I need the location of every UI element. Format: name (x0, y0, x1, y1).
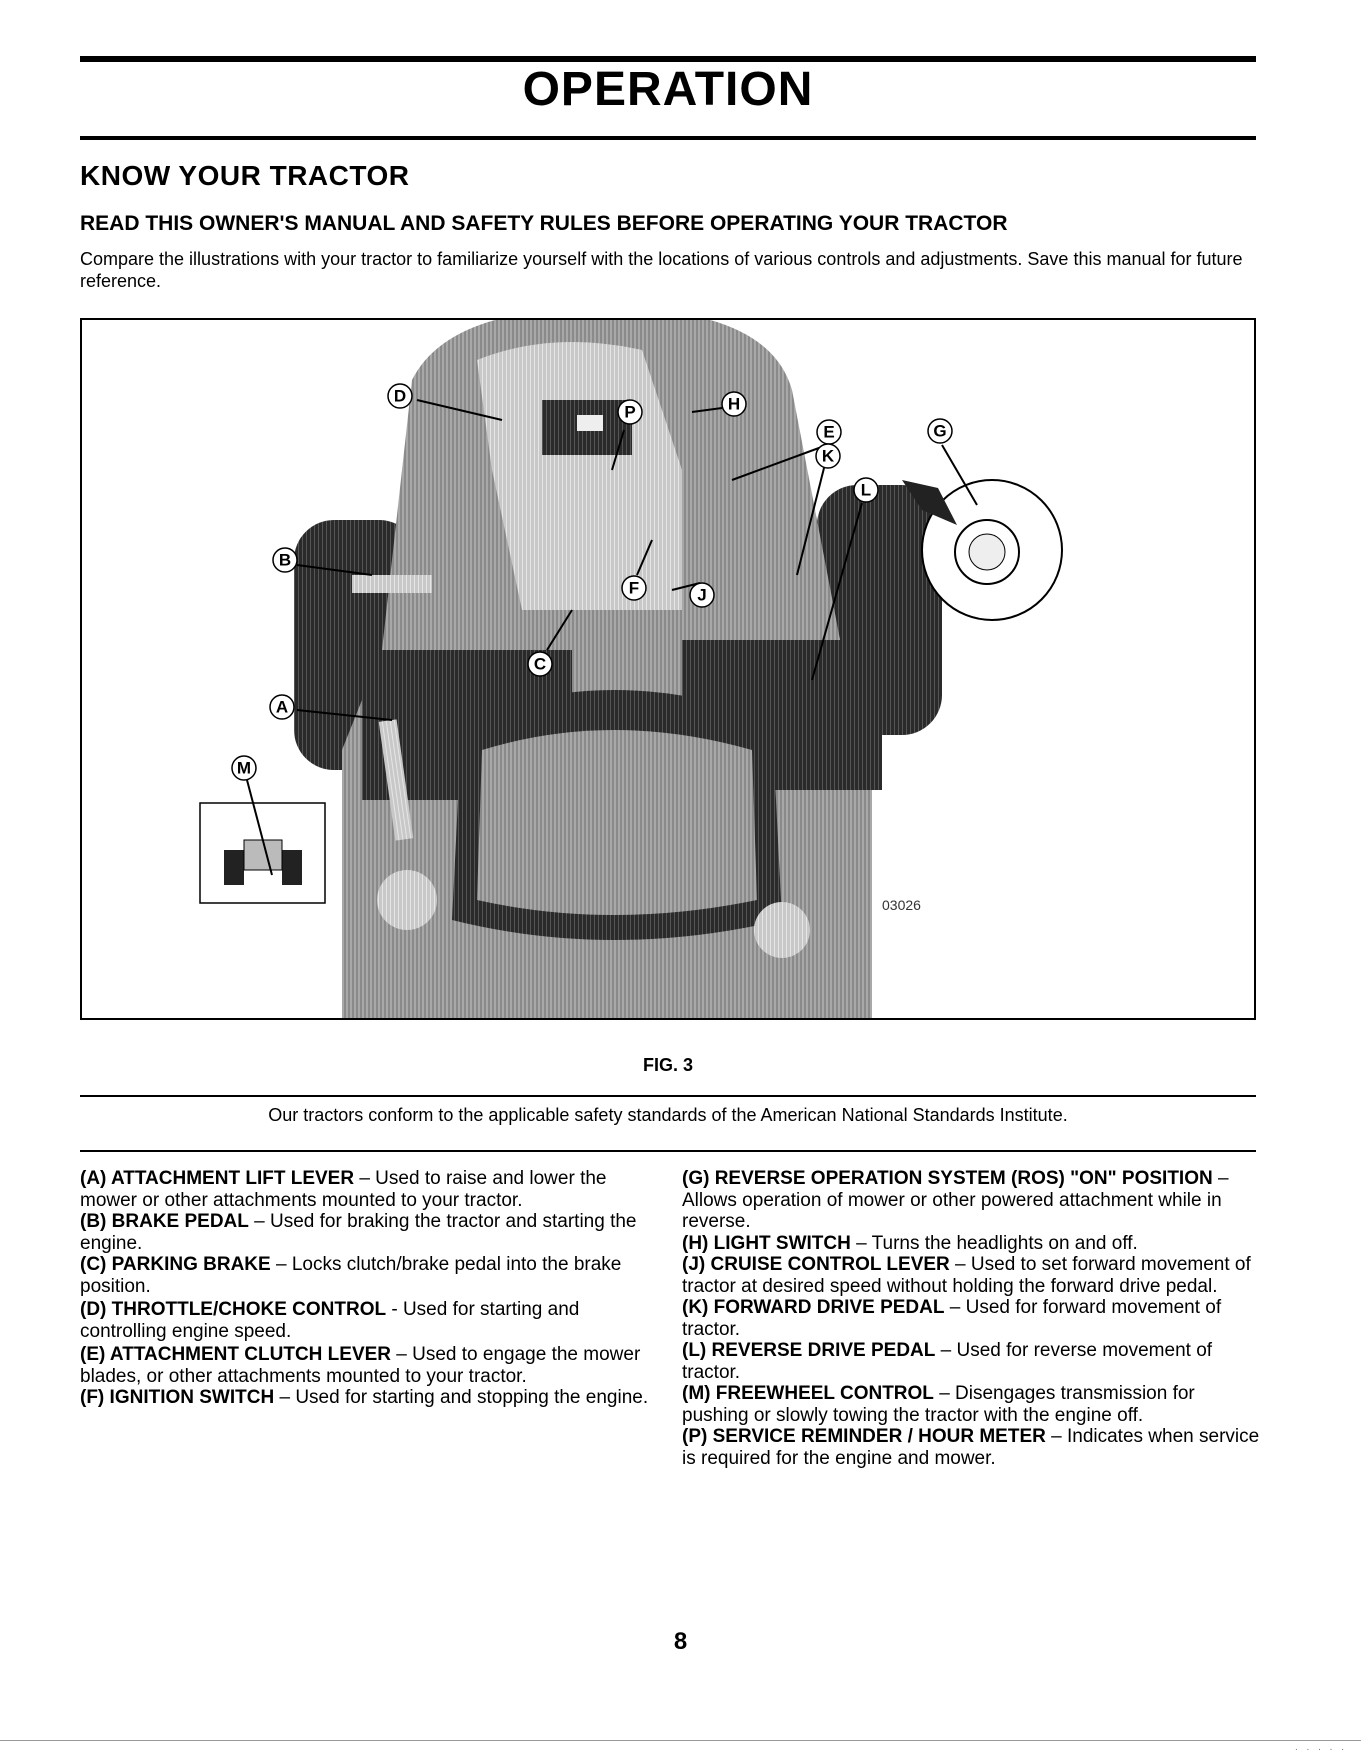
svg-text:D: D (393, 386, 407, 406)
description-d: (D) THROTTLE/CHOKE CONTROL - Used for starting and controlling engine speed. (80, 1299, 580, 1342)
description-m: (M) FREEWHEEL CONTROL – Disengages transmission for pushing or slowly towing the tractor with the engine off. (682, 1383, 1195, 1426)
callout-a (270, 695, 294, 719)
svg-text:F: F (628, 578, 640, 598)
section-heading: KNOW YOUR TRACTOR (80, 160, 410, 191)
callout-c (528, 652, 552, 676)
svg-text:L: L (860, 480, 872, 500)
callout-g (928, 419, 952, 443)
svg-text:H: H (727, 394, 741, 414)
bottom-rule (0, 1740, 1361, 1741)
figure-caption: FIG. 3 (642, 1055, 693, 1075)
title-rule (80, 136, 1256, 140)
descriptions-left-column (80, 1168, 660, 1409)
svg-text:C: C (533, 654, 547, 674)
callout-j (690, 583, 714, 607)
figure-code: 03026 (882, 897, 921, 913)
callout-m (232, 756, 256, 780)
description-p: (P) SERVICE REMINDER / HOUR METER – Indicates when service is required for the engine and mower. (682, 1426, 1260, 1469)
svg-text:M: M (236, 758, 252, 778)
description-c: (C) PARKING BRAKE – Locks clutch/brake pedal into the brake position. (80, 1254, 622, 1297)
description-k: (K) FORWARD DRIVE PEDAL – Used for forward movement of tractor. (682, 1297, 1222, 1340)
seat-cushion (477, 730, 757, 915)
fuel-cap (377, 870, 437, 930)
callout-d (388, 384, 412, 408)
description-b: (B) BRAKE PEDAL – Used for braking the tractor and starting the engine. (80, 1211, 637, 1254)
callout-p (618, 400, 642, 424)
hour-meter-screen (577, 415, 603, 431)
callout-h (722, 392, 746, 416)
callout-f (622, 576, 646, 600)
note-rule-top (80, 1095, 1256, 1097)
description-j: (J) CRUISE CONTROL LEVER – Used to set forward movement of tractor at desired speed without holding the forward drive pedal. (682, 1254, 1251, 1297)
ignition-key-center (969, 534, 1005, 570)
page-title: OPERATION (522, 63, 814, 116)
svg-text:A: A (275, 697, 289, 717)
cup-holder (754, 902, 810, 958)
svg-text:P: P (624, 402, 636, 422)
note-rule-bottom (80, 1150, 1256, 1152)
description-h: (H) LIGHT SWITCH – Turns the headlights on and off. (682, 1232, 1138, 1254)
svg-text:G: G (933, 421, 947, 441)
svg-text:J: J (697, 585, 707, 605)
descriptions-right-column (682, 1168, 1262, 1469)
callout-b (273, 548, 297, 572)
description-f: (F) IGNITION SWITCH – Used for starting and stopping the engine. (80, 1387, 649, 1408)
callout-k (816, 444, 840, 468)
brake-pedal-shape (352, 575, 432, 593)
description-a: (A) ATTACHMENT LIFT LEVER – Used to raise and lower the mower or other attachments mounted to your tractor. (80, 1168, 607, 1211)
page-number: 8 (673, 1628, 688, 1655)
footer-marks: . . . . . (1294, 1742, 1347, 1753)
top-rule-thick (80, 56, 1256, 62)
description-g: (G) REVERSE OPERATION SYSTEM (ROS) "ON" POSITION – Allows operation of mower or other powered attachment while in reverse. (682, 1168, 1229, 1232)
subheading: READ THIS OWNER'S MANUAL AND SAFETY RULES BEFORE OPERATING YOUR TRACTOR (80, 212, 1008, 235)
svg-text:E: E (823, 422, 835, 442)
description-l: (L) REVERSE DRIVE PEDAL – Used for reverse movement of tractor. (682, 1340, 1213, 1383)
svg-text:K: K (821, 446, 835, 466)
callout-l (854, 478, 878, 502)
freewheel-inset-left-block (224, 850, 244, 885)
callout-e (817, 420, 841, 444)
svg-text:B: B (278, 550, 292, 570)
standards-note: Our tractors conform to the applicable safety standards of the American National Standards Institute. (268, 1105, 1068, 1125)
tractor-figure (80, 318, 1256, 1020)
tractor-illustration (82, 320, 1254, 1018)
description-e: (E) ATTACHMENT CLUTCH LEVER – Used to engage the mower blades, or other attachments mounted to your tractor. (80, 1344, 641, 1387)
freewheel-inset-right-block (282, 850, 302, 885)
intro-paragraph: Compare the illustrations with your tractor to familiarize yourself with the locations of various controls and adjustments. Save this manual for future reference. (80, 249, 1243, 291)
